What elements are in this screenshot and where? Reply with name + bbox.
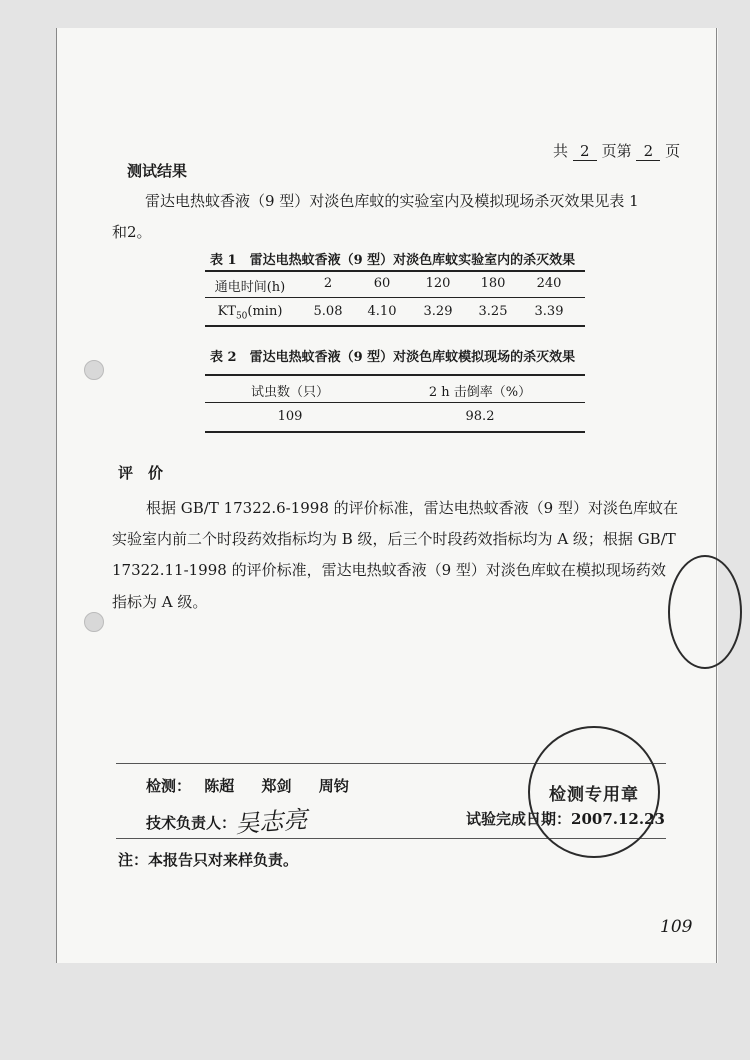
- table2-top-rule: [205, 374, 585, 376]
- table1-kt50-cell: 3.39: [534, 304, 564, 319]
- official-stamp: [528, 726, 660, 858]
- stamp-text: 检测专用章: [549, 784, 639, 805]
- table1-time-cell: 120: [425, 276, 451, 291]
- evaluation-line2: 实验室内前二个时段药效指标均为 B 级，后三个时段药效指标均为 A 级；根据 GB/T: [112, 530, 676, 548]
- tester-name: 郑剑: [261, 777, 292, 795]
- handwritten-page-number: 109: [660, 917, 693, 937]
- table2-caption: 表 2 雷达电热蚊香液（9 型）对淡色库蚊模拟现场的杀灭效果: [210, 350, 576, 365]
- edge-stamp: [668, 555, 742, 669]
- table1-caption: 表 1 雷达电热蚊香液（9 型）对淡色库蚊实验室内的杀灭效果: [210, 253, 576, 268]
- table1-kt50-cell: 3.29: [423, 304, 453, 319]
- tech-lead-label: 技术负责人：: [146, 814, 237, 832]
- table2-col1-value: 109: [277, 409, 303, 424]
- table1-row-header-kt50: [205, 304, 295, 322]
- results-intro-line1: 雷达电热蚊香液（9 型）对淡色库蚊的实验室内及模拟现场杀灭效果见表 1: [145, 192, 639, 210]
- page-mid: 页第: [601, 142, 632, 160]
- table1-time-cell: 240: [536, 276, 562, 291]
- testers-line: [146, 775, 349, 796]
- table1-time-cell: 2: [323, 276, 333, 291]
- kt-label: KT: [217, 304, 236, 319]
- completion-date: 2007.12.23: [571, 810, 665, 828]
- table2-mid-rule: [205, 402, 585, 403]
- punch-hole: [84, 612, 104, 632]
- table1-top-rule: [205, 270, 585, 272]
- page-total-prefix: 共: [553, 142, 569, 160]
- page-suffix: 页: [665, 142, 681, 160]
- table1-kt50-cell: 4.10: [367, 304, 397, 319]
- table1-mid-rule: [205, 297, 585, 298]
- table1-kt50-cell: 5.08: [313, 304, 343, 319]
- punch-hole: [84, 360, 104, 380]
- page-current: 2: [636, 142, 660, 161]
- page-left-edge: [56, 28, 57, 963]
- tech-lead-signature: 吴志亮: [234, 805, 309, 839]
- table1-bottom-rule: [205, 325, 585, 327]
- evaluation-line4: 指标为 A 级。: [112, 593, 208, 611]
- evaluation-heading: 评 价: [118, 464, 164, 482]
- table2-col1-header: 试虫数（只）: [250, 385, 329, 400]
- evaluation-line3: 17322.11-1998 的评价标准，雷达电热蚊香液（9 型）对淡色库蚊在模拟现场药效: [112, 561, 666, 579]
- table2-bottom-rule: [205, 431, 585, 433]
- tester-name: 陈超: [204, 777, 235, 795]
- evaluation-line1: 根据 GB/T 17322.6-1998 的评价标准，雷达电热蚊香液（9 型）对淡色库蚊在: [146, 499, 678, 517]
- page-right-edge: [716, 28, 717, 963]
- table1-kt50-cell: 3.25: [478, 304, 508, 319]
- completion-label: 试验完成日期：: [466, 810, 572, 828]
- page-counter: [553, 140, 680, 161]
- table1-time-cell: 60: [373, 276, 391, 291]
- page-total: 2: [573, 142, 597, 161]
- table2-col2-value: 98.2: [465, 409, 495, 424]
- table2-col2-header: 2 h 击倒率（%）: [428, 385, 532, 400]
- testers-label: 检测：: [146, 777, 192, 795]
- results-intro-line2: 和2。: [112, 223, 152, 241]
- tester-name: 周钧: [318, 777, 349, 795]
- results-heading: 测试结果: [127, 162, 188, 180]
- report-note: 注：本报告只对来样负责。: [118, 851, 299, 869]
- table1-row-header-time: 通电时间(h): [214, 280, 286, 295]
- table1-time-cell: 180: [480, 276, 506, 291]
- kt-subscript: 50: [235, 311, 248, 322]
- kt-unit: (min): [247, 304, 283, 319]
